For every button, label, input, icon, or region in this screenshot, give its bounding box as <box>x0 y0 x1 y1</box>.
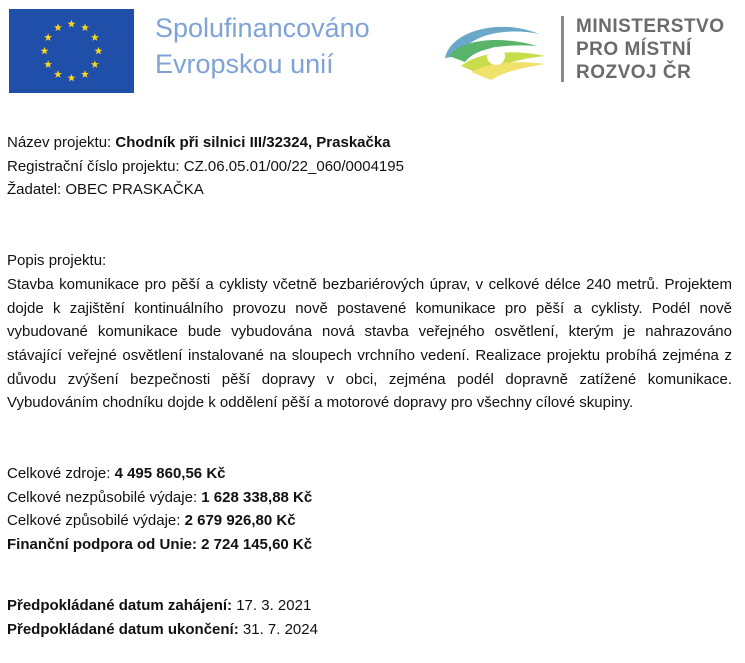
ministry-line1: MINISTERSTVO <box>576 16 725 37</box>
header <box>0 0 745 100</box>
eu-stars-icon <box>9 9 134 93</box>
eu-flag-logo <box>9 9 134 93</box>
ministry-divider <box>561 16 564 82</box>
ministry-logo-icon <box>441 16 551 82</box>
end-date-line <box>7 618 732 642</box>
eu-star-icon <box>44 33 52 41</box>
project-info <box>7 131 732 641</box>
start-date-value: 17. 3. 2021 <box>236 596 312 614</box>
ministry-line2: PRO MÍSTNÍ <box>576 39 692 60</box>
total-resources-value: 4 495 860,56 Kč <box>114 465 226 483</box>
eu-star-icon <box>95 47 103 55</box>
registration-line <box>7 155 732 179</box>
ineligible-costs-label: Celkové nezpůsobilé výdaje: <box>7 488 202 506</box>
eu-support-label: Finanční podpora od Unie: <box>7 536 202 554</box>
eu-star-icon <box>54 23 62 31</box>
total-resources-line <box>7 462 732 486</box>
eligible-costs-label: Celkové způsobilé výdaje: <box>7 512 185 530</box>
start-date-label: Předpokládané datum zahájení: <box>7 596 237 614</box>
end-date-value: 31. 7. 2024 <box>242 620 318 638</box>
eu-star-icon <box>91 33 99 41</box>
eu-title-line2: Evropskou unií <box>155 49 334 79</box>
end-date-label: Předpokládané datum ukončení: <box>7 620 243 638</box>
eu-support-value: 2 724 145,60 Kč <box>201 536 313 554</box>
description-label: Popis projektu: <box>7 252 107 270</box>
project-name-value: Chodník při silnici III/32324, Praskačka <box>115 134 391 151</box>
eu-star-icon <box>81 70 89 78</box>
eu-star-icon <box>54 70 62 78</box>
eu-star-icon <box>68 74 76 82</box>
ministry-name <box>576 15 745 84</box>
ministry-line3: ROZVOJ ČR <box>576 62 692 83</box>
project-name-label: Název projektu: <box>7 134 116 151</box>
registration-label: Registrační číslo projektu: <box>7 157 184 175</box>
ineligible-costs-value: 1 628 338,88 Kč <box>201 488 313 506</box>
applicant-label: Žadatel: <box>7 181 66 199</box>
eligible-costs-value: 2 679 926,80 Kč <box>184 512 296 530</box>
description-text: Stavba komunikace pro pěší a cyklisty včetně bezbariérových úprav, v celkové délce 240 metrů. Projektem dojde k zajištění kontinuálního provozu nově postavené komunikace pro pěší a cyklisty. Podél nově vybudované komunikace bude vybudována nová stavba veřejného osvětlení, kterým je nahrazováno stávající veřejné osvětlení instalované na sloupech vrchního vedení. Realizace projektu probíhá zejména z důvodu zvýšení bezpečnosti pěší dopravy v obci, zejména podél dopravně zatížené komunikace. Vybudováním chodníku dojde k oddělení pěší a motorové dopravy pro všechny cílové skupiny. <box>7 275 732 412</box>
start-date-line <box>7 594 732 618</box>
eu-star-icon <box>68 20 76 28</box>
eu-cofinanced-title <box>155 10 415 82</box>
total-resources-label: Celkové zdroje: <box>7 465 115 483</box>
project-name-line <box>7 131 732 155</box>
eu-support-line <box>7 533 732 557</box>
eu-star-icon <box>81 23 89 31</box>
eu-star-icon <box>41 47 49 55</box>
eligible-costs-line <box>7 509 732 533</box>
eu-star-icon <box>44 60 52 68</box>
ineligible-costs-line <box>7 486 732 510</box>
eu-title-line1: Spolufinancováno <box>155 13 370 43</box>
applicant-line <box>7 178 732 202</box>
registration-value: CZ.06.05.01/00/22_060/0004195 <box>183 157 404 175</box>
applicant-value: OBEC PRASKAČKA <box>65 181 204 199</box>
eu-star-icon <box>91 60 99 68</box>
